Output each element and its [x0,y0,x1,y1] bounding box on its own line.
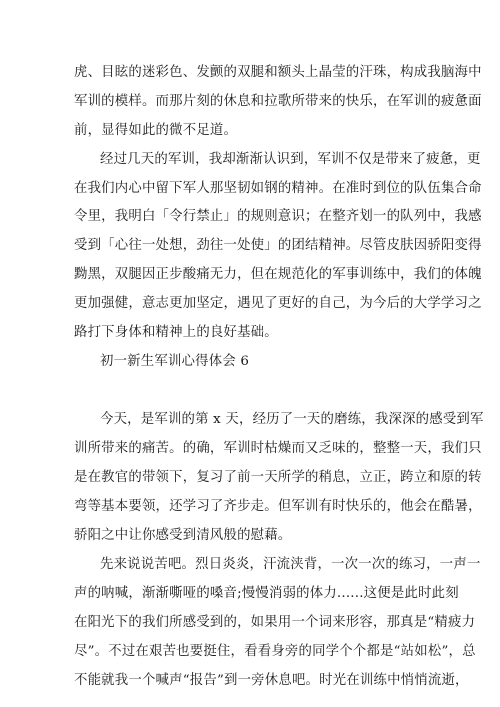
paragraph-line: 是在教官的带领下，复习了前一天所学的稍息，立正，跨立和原的转 [74,470,482,485]
paragraph-line: 黝黑，双腿因正步酸痛无力，但在规范化的军事训练中，我们的体魄 [74,267,482,282]
paragraph-line: 前，显得如此的微不足道。 [74,123,238,138]
paragraph-line: 不能就我一个喊声“报告”到一旁休息吧。时光在训练中悄悄流逝， [74,673,469,688]
paragraph-line: 令里，我明白「令行禁止」的规则意识；在整齐划一的队列中，我感 [74,209,482,224]
paragraph-line: 骄阳之中让你感受到清风般的慰藉。 [74,528,292,543]
paragraph-line: 虎、目眩的迷彩色、发颤的双腿和额头上晶莹的汗珠，构成我脑海中 [74,65,482,80]
paragraph-line: 先来说说苦吧。烈日炎炎，汗流浃背，一次一次的练习，一声一 [100,557,481,572]
paragraph-line: 在我们内心中留下军人那坚韧如钢的精神。在准时到位的队伍集合命 [74,181,482,196]
paragraph-line: 今天，是军训的第 x 天，经历了一天的磨练，我深深的感受到军 [100,412,484,427]
paragraph-line: 尽”。不过在艰苦也要挺住，看看身旁的同学个个都是“站如松”，总 [74,644,476,659]
paragraph-line: 路打下身体和精神上的良好基础。 [74,325,278,340]
paragraph-line: 弯等基本要领，还学习了齐步走。但军训有时快乐的，他会在酷暑， [74,499,482,514]
paragraph-line: 经过几天的军训，我却渐渐认识到，军训不仅是带来了疲惫，更 [100,152,481,167]
paragraph-line: 声的呐喊，渐渐嘶哑的嗓音;慢慢消弱的体力......这便是此时此刻 [74,586,459,601]
paragraph-line: 更加强健，意志更加坚定，遇见了更好的自己，为今后的大学学习之 [74,296,482,311]
paragraph-line: 在阳光下的我们所感受到的，如果用一个词来形容，那真是“精疲力 [74,615,476,630]
paragraph-line: 受到「心往一处想，劲往一处使」的团结精神。尽管皮肤因骄阳变得 [74,238,482,253]
paragraph-line: 军训的模样。而那片刻的休息和拉歌所带来的快乐，在军训的疲惫面 [74,94,482,109]
paragraph-line: 训所带来的痛苦。的确，军训时枯燥而又乏味的，整整一天，我们只 [74,441,482,456]
section-heading: 初一新生军训心得体会 6 [100,354,250,369]
